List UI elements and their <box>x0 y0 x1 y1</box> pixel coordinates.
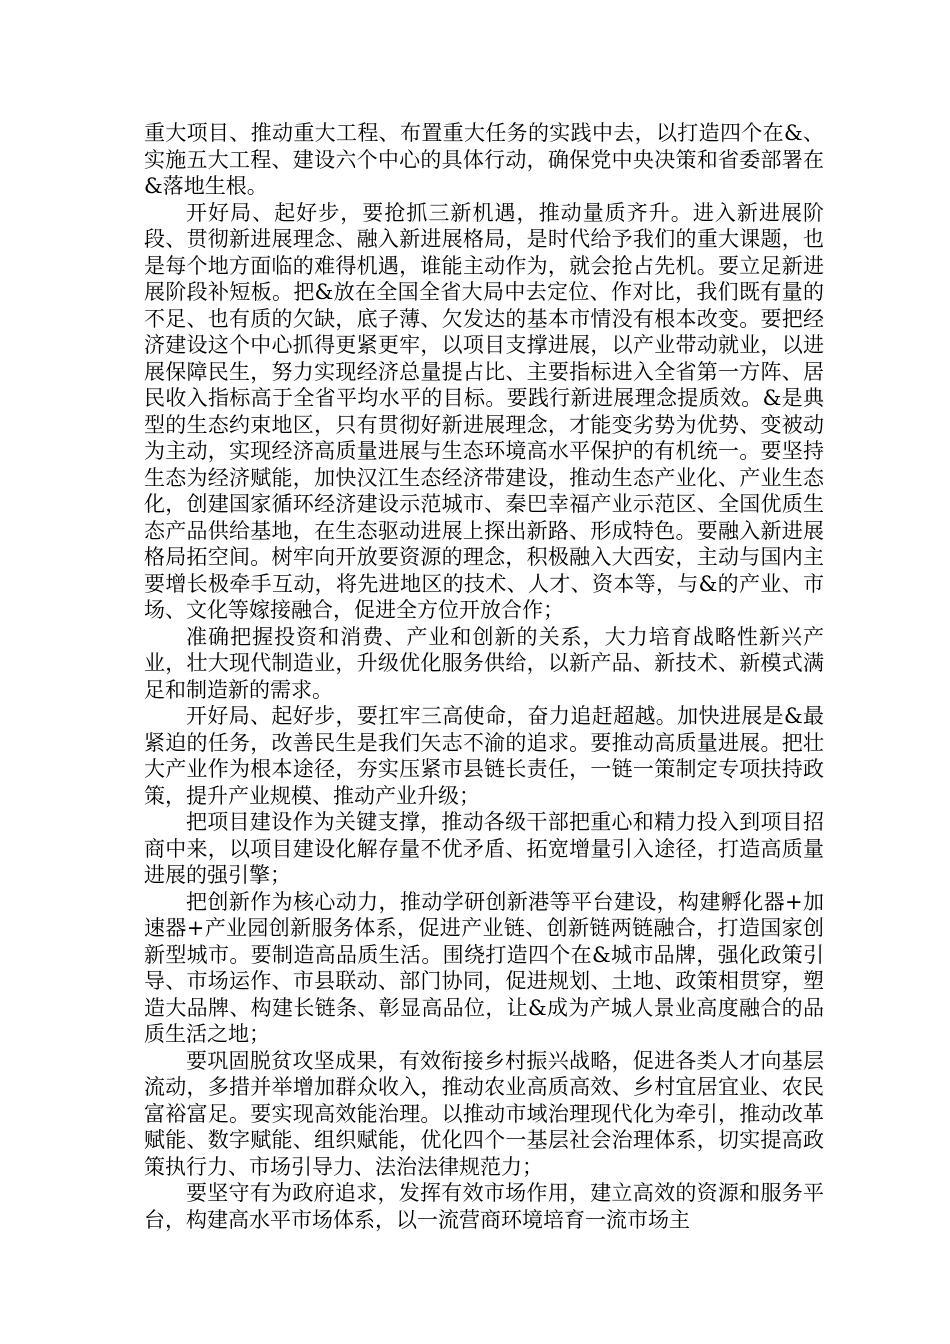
document-body <box>144 120 824 1233</box>
paragraph: 把项目建设作为关键支撑，推动各级干部把重心和精力投入到项目招商中来，以项目建设化解存量不优矛盾、拓宽增量引入途径，打造高质量进展的强引擎； <box>144 810 824 887</box>
paragraph: 重大项目、推动重大工程、布置重大任务的实践中去，以打造四个在&、实施五大工程、建设六个中心的具体行动，确保党中央决策和省委部署在&落地生根。 <box>144 121 824 198</box>
paragraph: 开好局、起好步，要抢抓三新机遇，推动量质齐升。进入新进展阶段、贯彻新进展理念、融入新进展格局，是时代给予我们的重大课题，也是每个地方面临的难得机遇，谁能主动作为，就会抢占先机。要立足新进展阶段补短板。把&放在全国全省大局中去定位、作对比，我们既有量的不足、也有质的欠缺，底子薄、欠发达的基本市情没有根本改变。要把经济建设这个中心抓得更紧更牢，以项目支撑进展，以产业带动就业，以进展保障民生，努力实现经济总量提占比、主要指标进入全省第一方阵、居民收入指标高于全省平均水平的目标。要践行新进展理念提质效。&是典型的生态约束地区，只有贯彻好新进展理念，才能变劣势为优势、变被动为主动，实现经济高质量进展与生态环境高水平保护的有机统一。要坚持生态为经济赋能，加快汉江生态经济带建设，推动生态产业化、产业生态化，创建国家循环经济建设示范城市、秦巴幸福产业示范区、全国优质生态产品供给基地，在生态驱动进展上探出新路、形成特色。要融入新进展格局拓空间。树牢向开放要资源的理念，积极融入大西安，主动与国内主要增长极牵手互动，将先进地区的技术、人才、资本等，与&的产业、市场、文化等嫁接融合，促进全方位开放合作； <box>144 200 824 622</box>
paragraph: 要巩固脱贫攻坚成果，有效衔接乡村振兴战略，促进各类人才向基层流动，多措并举增加群众收入，推动农业高质高效、乡村宜居宜业、农民富裕富足。要实现高效能治理。以推动市域治理现代化为牵引，推动改革赋能、数字赋能、组织赋能，优化四个一基层社会治理体系，切实提高政策执行力、市场引导力、法治法律规范力； <box>144 1048 824 1179</box>
paragraph: 要坚守有为政府追求，发挥有效市场作用，建立高效的资源和服务平台，构建高水平市场体系，以一流营商环境培育一流市场主 <box>144 1181 824 1232</box>
paragraph: 准确把握投资和消费、产业和创新的关系，大力培育战略性新兴产业，壮大现代制造业，升级优化服务供给，以新产品、新技术、新模式满足和制造新的需求。 <box>144 624 824 702</box>
paragraph: 把创新作为核心动力，推动学研创新港等平台建设，构建孵化器+加速器+产业园创新服务体系，促进产业链、创新链两链融合，打造国家创新型城市。要制造高品质生活。围绕打造四个在&城市品牌，强化政策引导、市场运作、市县联动、部门协同，促进规划、土地、政策相贯穿，塑造大品牌、构建长链条、彰显高品位，让&成为产城人景业高度融合的品质生活之地； <box>144 889 824 1046</box>
paragraph: 开好局、起好步，要扛牢三高使命，奋力追赶超越。加快进展是&最紧迫的任务，改善民生是我们矢志不渝的追求。要推动高质量进展。把壮大产业作为根本途径，夯实压紧市县链长责任，一链一策制定专项扶持政策，提升产业规模、推动产业升级； <box>144 704 824 808</box>
